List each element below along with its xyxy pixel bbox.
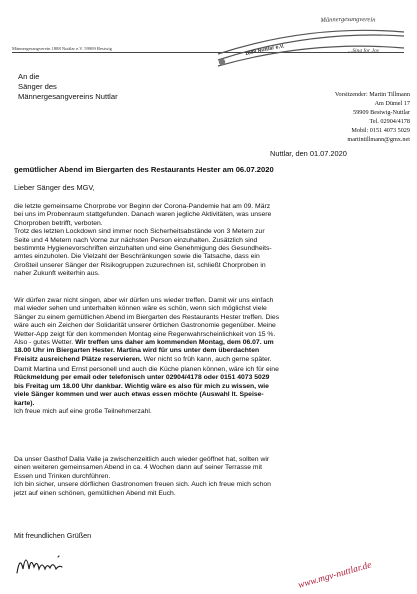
bold-line: bis Freitag um 18.00 Uhr dankbar. Wichtig wäre es also für mich zu wissen, wie [14, 382, 269, 390]
text-line: die letzte gemeinsame Chorprobe vor Beginn der Corona-Pandemie hat am 09. März [14, 203, 271, 210]
text-line: mal wieder sehen und unterhalten können wäre es schön, wenn sich möglichst viele [14, 305, 267, 313]
text-line: Damit Martina und Ernst personell und auch die Küche planen können, wäre ich für eine [14, 366, 279, 373]
logo-bottom-text: 1888 Nuttlar e.V. [244, 43, 285, 58]
bold-line: karte). [14, 399, 35, 407]
text-line: Da unser Gasthof Dalla Valle ja zwischenzeitlich auch wieder geöffnet hat, sollten wir [14, 456, 270, 463]
recipient-line: Sänger des [18, 82, 57, 91]
text-line: Wir dürfen zwar nicht singen, aber wir dürfen uns wieder treffen. Damit wir uns einfach [14, 297, 274, 304]
recipient-line: Männergesangvereins Nuttlar [18, 92, 118, 101]
handwritten-signature [14, 543, 74, 583]
text-line: amtes einzuholen. Die Vielzahl der Beschränkungen sowie die Tatsache, dass ein [14, 253, 260, 261]
logo-motto: ...Sing for Joy [348, 48, 380, 54]
contact-phone: Tel. 02904/4178 [369, 118, 410, 125]
text-line [14, 339, 406, 347]
recipient-address [18, 72, 118, 102]
contact-email: martintillmann@gmx.net [347, 136, 410, 143]
fork-ball [219, 59, 225, 65]
bold-line: viele Sänger kommen und wer auch etwas essen möchte (Auswahl lt. Speise- [14, 391, 264, 399]
website-text: www.mgv-nuttlar.de [297, 560, 373, 591]
text-line: Sänger zu einem gemütlichen Abend im Biergarten des Restaurants Hester treffen. Dies [14, 313, 280, 321]
text-segment: Wer nicht so früh kann, auch gerne später. [141, 355, 272, 363]
text-line: Großteil unserer Sänger der Risikogruppen zuzurechnen ist, schließt Chorproben in [14, 261, 266, 269]
closing-greeting: Mit freundlichen Grüßen [14, 531, 92, 540]
contact-block [290, 90, 410, 144]
bold-line: 18.00 Uhr im Biergarten Hester. Martina wird für uns unter dem überdachten [14, 347, 260, 355]
contact-street: Am Dümel 17 [374, 100, 410, 107]
logo-top-text: Männergesangverein [320, 15, 376, 25]
salutation: Lieber Sänger des MGV, [14, 183, 95, 192]
text-line: einen weiteren gemeinsamen Abend in ca. 4 Wochen dann auf seiner Terrasse mit [14, 464, 262, 472]
bold-line: Rückmeldung per email oder telefonisch unter 02904/4178 oder 0151 4073 5029 [14, 374, 270, 382]
date-line: Nuttlar, den 01.07.2020 [270, 149, 347, 158]
contact-mobile: Mobil: 0151 4073 5029 [351, 127, 410, 134]
paragraph-rsvp [14, 366, 406, 416]
text-line: Seite und 4 Metern nach Vorne zur nächsten Person einzuhalten. Zusätzlich sind [14, 236, 258, 244]
text-segment: Also - gutes Wetter. [14, 339, 76, 347]
paragraph-intro [14, 203, 406, 279]
text-line: naher Zukunft weiterhin aus. [14, 270, 100, 278]
text-line: Ich freue mich auf eine große Teilnehmerzahl. [14, 408, 152, 416]
recipient-line: An die [18, 72, 40, 81]
paragraph-meeting [14, 297, 406, 364]
bold-segment: Freisitz ausreichend Plätze reservieren. [14, 355, 142, 363]
bold-segment: Wir treffen uns daher am kommenden Montag, dem 06.07. um [75, 339, 274, 347]
text-line: Wetter-App zeigt für den kommenden Montag eine Regenwahrscheinlichkeit von 15 %. [14, 330, 276, 338]
text-line: Ich bin sicher, unsere dörflichen Gastronomen freuen sich. Auch ich freue mich schon [14, 481, 271, 489]
paragraph-outlook [14, 456, 406, 498]
text-line: bei uns im Probenraum stattgefunden. Danach waren jegliche Aktivitäten, was unsere [14, 211, 272, 219]
text-line: Essen und Trinken durchführen. [14, 472, 111, 480]
text-line [14, 356, 406, 364]
text-line: Trotz des letzten Lockdown sind immer noch Sicherheitsabstände von 3 Metern zur [14, 228, 265, 236]
subject-line: gemütlicher Abend im Biergarten des Restaurants Hester am 06.07.2020 [14, 165, 274, 174]
text-line: Chorproben betrifft, verboten. [14, 219, 103, 227]
contact-city: 59909 Bestwig-Nuttlar [353, 109, 410, 116]
text-line: bestimmte Hygienevorschriften einzuhalten und eine Genehmigung des Gesundheits- [14, 245, 272, 253]
text-line: jetzt auf einen schönen, gemütlichen Abend mit Euch. [14, 489, 176, 497]
contact-chairman: Vorsitzender: Martin Tillmann [334, 91, 410, 98]
text-line: wäre auch ein Zeichen der Solidarität unserer örtlichen Gastronomie gegenüber. Meine [14, 322, 276, 330]
website-stamp [295, 554, 410, 594]
letterhead-sender-line: Männergesangverein 1888 Nuttlar e.V. 59909 Bestwig [12, 46, 112, 51]
tuning-fork-logo [210, 8, 410, 78]
